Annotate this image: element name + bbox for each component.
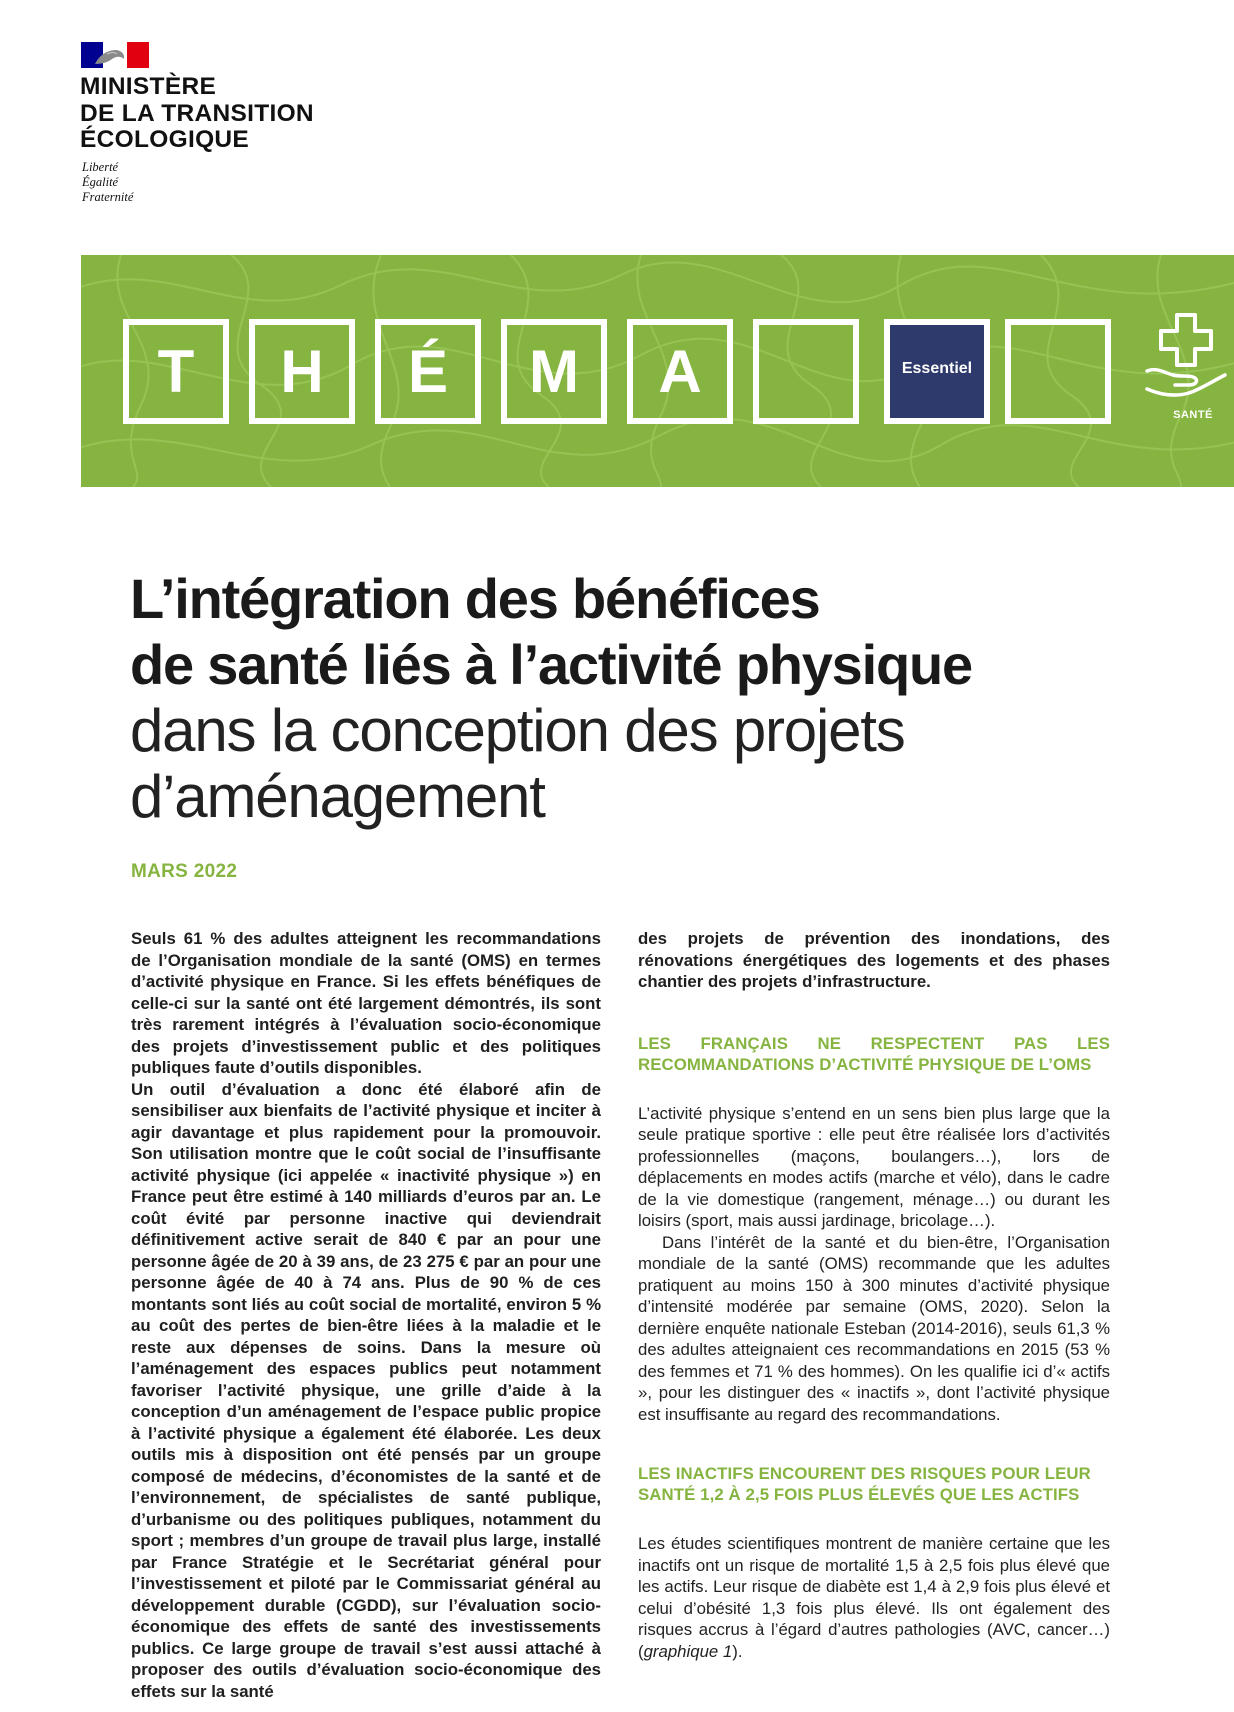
body-paragraph: Dans l’intérêt de la santé et du bien-être, l’Organisation mondiale de la santé (OMS) recommande que les adultes pratiquent au moins 150 à 300 minutes d’activité physique d’intensité modérée par semaine (OMS, 2020). Selon la dernière enquête nationale Esteban (2014-2016), seuls 61,3 % des adultes atteignaient ces recommandations en 2015 (53 % des femmes et 71 % des hommes). On les qualifie ici d’« actifs », pour les distinguer des « inactifs », dont l’activité physique est insuffisante au regard des recommandations.: [638, 1232, 1110, 1424]
summary-paragraph: Un outil d’évaluation a donc été élaboré afin de sensibiliser aux bienfaits de l’activité physique et inciter à agir davantage et plus rapidement pour la promouvoir. Son utilisation montre que le coût social de l’insuffisante activité physique (ici appelée « inactivité physique ») en France peut être estimé à 140 milliards d’euros par an. Le coût évité par personne inactive qui deviendrait définitivement active serait de 840 € par an pour une personne âgée de 20 à 39 ans, de 23 275 € par an pour une personne âgée de 40 à 74 ans. Plus de 90 % de ces montants sont liés au coût social de mortalité, environ 5 % au coût des pertes de bien-être liées à la maladie et le reste aux dépenses de soins. Dans la mesure où l’aménagement des espaces publics peut notamment favoriser l’activité physique, une grille d’aide à la conception d’un aménagement de l’espace public propice à l’activité physique a également été élaborée. Les deux outils mis à disposition ont été pensés par un groupe composé de médecins, d’économistes de la santé et de l’environnement, de spécialistes de santé publique, d’urbanisme ou des politiques publiques, notamment du sport ; membres d’un groupe de travail plus large, installé par France Stratégie et le Secrétariat général pour l’investissement et piloté par le Commissariat général au développement durable (CGDD), sur l’évaluation socio-économique des effets de santé des investissements publics. Ce large groupe de travail s’est aussi attaché à proposer des outils d’évaluation socio-économique des effets sur la santé: [131, 1079, 601, 1701]
summary-paragraph: Seuls 61 % des adultes atteignent les recommandations de l’Organisation mondiale de la santé (OMS) en termes d’activité physique en France. Si les effets bénéfiques de celle-ci sur la santé ont été largement démontrés, ils sont très rarement intégrés à l’évaluation socio-économique des projets d’investissement public et des politiques publiques faute d’outils disponibles.: [131, 929, 601, 1077]
section-heading: LES INACTIFS ENCOURENT DES RISQUES POUR LEUR SANTÉ 1,2 À 2,5 FOIS PLUS ÉLEVÉS QUE LES ACTIFS: [638, 1464, 1091, 1504]
thema-tile-letter: M: [501, 319, 607, 424]
theme-label: SANTÉ: [1173, 409, 1213, 421]
marianne-logo: [81, 42, 149, 68]
body-column: [638, 928, 1110, 1662]
thema-tile-empty: [753, 319, 859, 424]
section-heading: LES FRANÇAIS NE RESPECTENT PAS LES RECOMMANDATIONS D’ACTIVITÉ PHYSIQUE DE L’OMS: [638, 1033, 1110, 1074]
body-paragraph: L’activité physique s’entend en un sens bien plus large que la seule pratique sportive : elle peut être réalisée lors d’activités professionnelles (maçons, boulangers…), lors de déplacements en modes actifs (marche et vélo), dans le cadre de la vie domestique (rangement, ménage…) ou durant les loisirs (sport, mais aussi jardinage, bricolage…).: [638, 1103, 1110, 1230]
body-paragraph: [638, 1533, 1110, 1662]
chart-reference: graphique 1: [643, 1641, 733, 1661]
thema-tile-empty: [1005, 319, 1111, 424]
ministry-line: DE LA TRANSITION: [80, 99, 314, 127]
publication-date: MARS 2022: [131, 861, 238, 882]
body-text: Les études scientifiques montrent de manière certaine que les inactifs ont un risque de mortalité 1,5 à 2,5 fois plus élevé que les actifs. Leur risque de diabète est 1,4 à 2,9 fois plus élevé et celui d’obésité 1,3 fois plus élevé. Ils ont également des risques accrus à l’égard d’autres pathologies (AVC, cancer…) (: [638, 1534, 1110, 1661]
thema-tile-letter: T: [123, 319, 229, 424]
essentiel-badge: [884, 319, 990, 424]
summary-continuation: des projets de prévention des inondations, des rénovations énergétiques des logements et des phases chantier des projets d’infrastructure.: [638, 929, 1110, 991]
thema-tile-letter: H: [249, 319, 355, 424]
title-line: de santé liés à l’activité physique: [130, 633, 972, 696]
summary-column: [131, 928, 601, 1702]
title-line: L’intégration des bénéfices: [130, 567, 820, 630]
motto-line: Fraternité: [82, 190, 134, 204]
ministry-name: [80, 74, 314, 154]
essentiel-label: Essentiel: [901, 360, 973, 377]
motto-line: Égalité: [82, 175, 119, 189]
ministry-line: MINISTÈRE: [80, 73, 217, 100]
thema-banner: [81, 255, 1234, 487]
motto-line: Liberté: [82, 160, 119, 174]
document-title: [130, 566, 1130, 830]
thema-tile-letter: A: [627, 319, 733, 424]
subtitle-line: d’aménagement: [130, 763, 545, 830]
ministry-line: ÉCOLOGIQUE: [80, 126, 250, 153]
subtitle-line: dans la conception des projets: [130, 697, 905, 764]
thema-tile-letter: É: [375, 319, 481, 424]
republic-motto: [82, 160, 133, 205]
health-cross-hand-icon: [1141, 309, 1231, 419]
body-text: ).: [732, 1641, 743, 1661]
